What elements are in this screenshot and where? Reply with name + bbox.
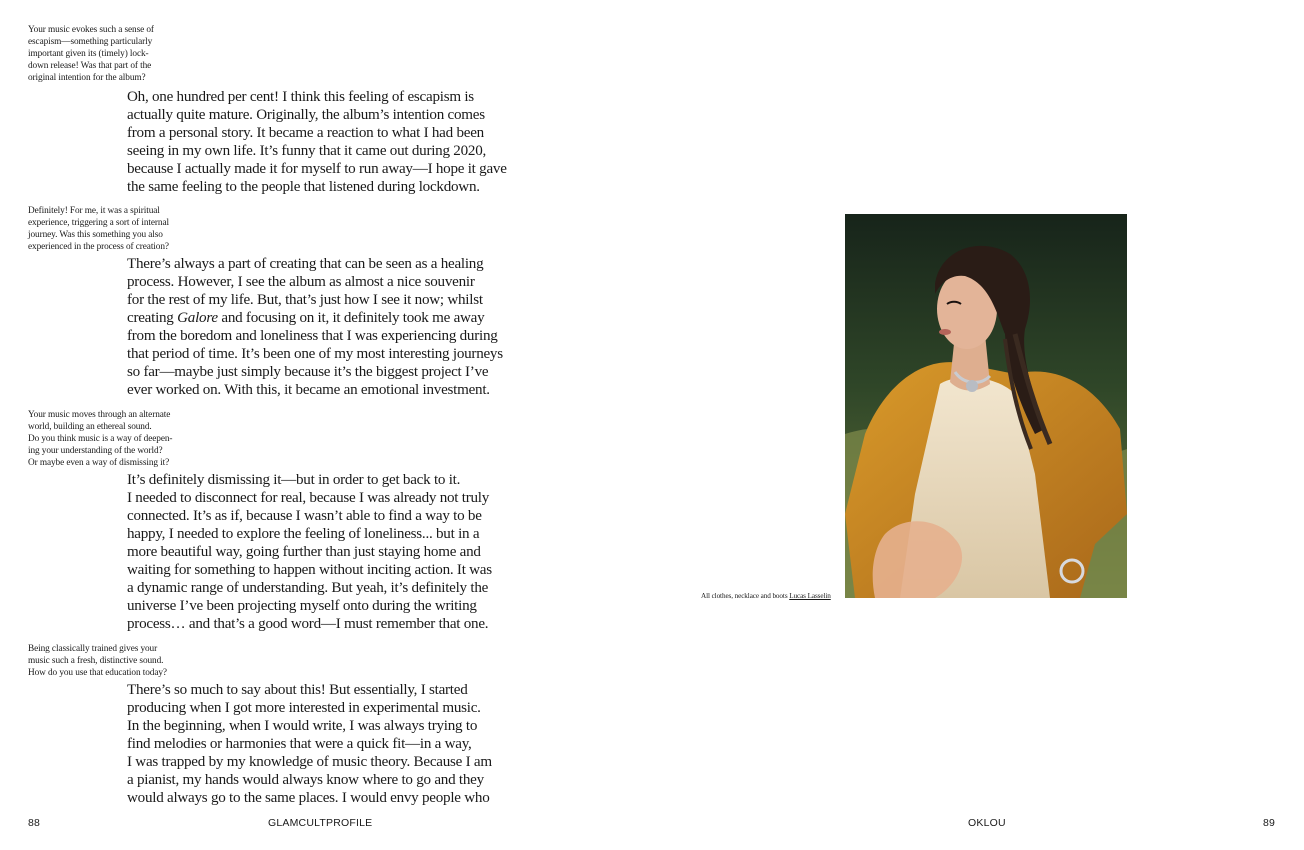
interview-question-1: Your music evokes such a sense of escapism—something particularly important given its (timely) lock- down release! Was that part of the original intention for the album? <box>28 25 154 83</box>
section-title: GLAMCULTPROFILE <box>268 817 373 829</box>
photo-caption <box>701 592 831 600</box>
right-page-number: 89 <box>1263 817 1276 829</box>
subject-name: OKLOU <box>968 817 1006 829</box>
necklace-pendant <box>966 380 978 392</box>
interview-answer-2: There’s always a part of creating that can be seen as a healing process. However, I see the album as almost a nice souvenir for the rest of my life. But, that’s just how I see it now; whilst creating Galore and focusing on it, it definitely took me away from the boredom and loneliness that I was experiencing during that period of time. It’s been one of my most interesting journeys so far—maybe just simply because it’s the biggest project I’ve ever worked on. With this, it became an emotional investment. <box>127 256 503 399</box>
left-page-number: 88 <box>28 817 41 829</box>
portrait-illustration <box>845 214 1127 598</box>
interview-question-2: Definitely! For me, it was a spiritual experience, triggering a sort of internal journey. Was this something you also experienced in the process of creation? <box>28 206 169 252</box>
interview-question-4: Being classically trained gives your music such a fresh, distinctive sound. How do you use that education today? <box>28 644 167 678</box>
interview-answer-4: There’s so much to say about this! But essentially, I started producing when I got more interested in experimental music. In the beginning, when I would write, I was always trying to find melodies or harmonies that were a quick fit—in a way, I was trapped by my knowledge of music theory. Because I am a pianist, my hands would always know where to go and they would always go to the same places. I would envy people who <box>127 682 492 807</box>
album-title: Galore <box>177 310 218 327</box>
caption-text: All clothes, necklace and boots <box>701 592 790 600</box>
photographer-credit[interactable]: Lucas Lasselin <box>789 592 831 600</box>
lips <box>939 329 951 335</box>
interview-answer-1: Oh, one hundred per cent! I think this feeling of escapism is actually quite mature. Originally, the album’s intention comes from a personal story. It became a reaction to what I had been seeing in my own life. It’s funny that it came out during 2020, because I actually made it for myself to run away—I hope it gave the same feeling to the people that listened during lockdown. <box>127 89 507 196</box>
interview-answer-3: It’s definitely dismissing it—but in order to get back to it. I needed to disconnect for real, because I was already not truly connected. It’s as if, because I wasn’t able to find a way to be happy, I needed to explore the feeling of loneliness... but in a more beautiful way, going further than just staying home and waiting for something to happen without inciting action. It was a dynamic range of understanding. But yeah, it’s definitely the universe I’ve been projecting myself onto during the writing process… and that’s a good word—I must remember that one. <box>127 472 492 633</box>
interview-question-3: Your music moves through an alternate world, building an ethereal sound. Do you think music is a way of deepen- ing your understanding of the world? Or maybe even a way of dismissing it? <box>28 410 173 468</box>
portrait-photo <box>845 214 1127 598</box>
